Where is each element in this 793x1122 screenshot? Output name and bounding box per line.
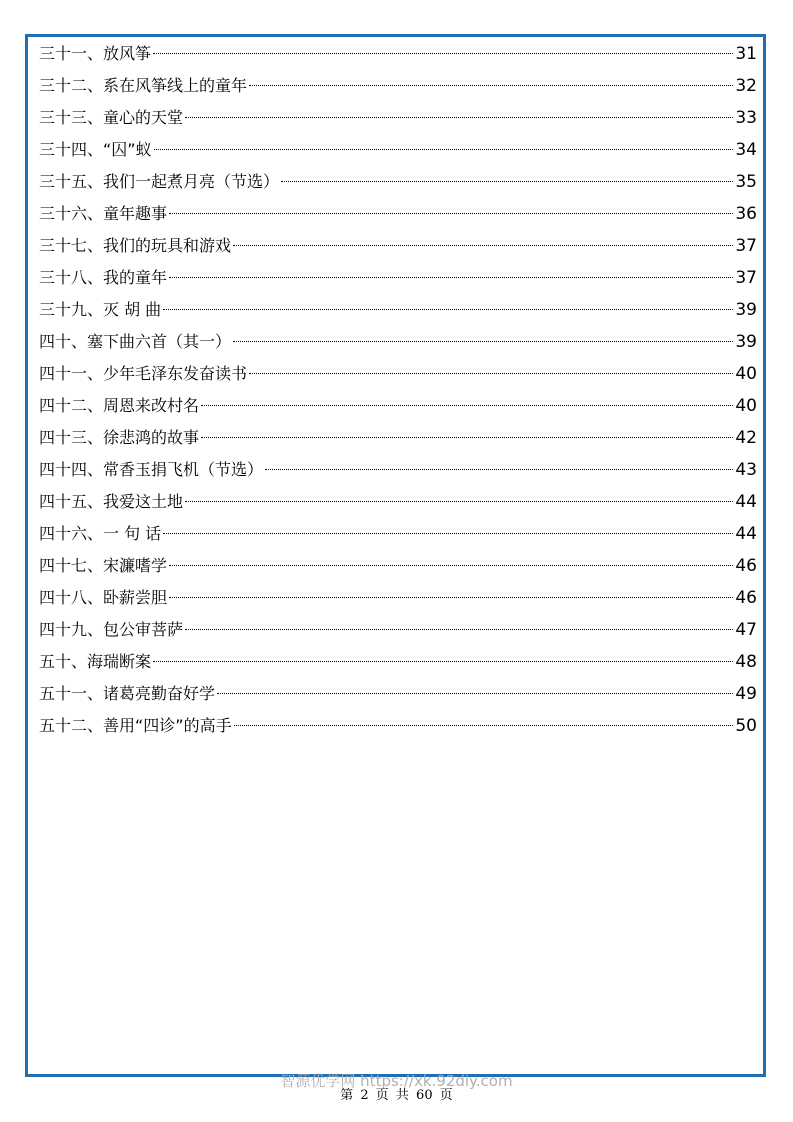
dot-leader bbox=[185, 117, 733, 118]
toc-entry-page-number: 46 bbox=[735, 556, 757, 576]
toc-entry-title: 四十三、徐悲鸿的故事 bbox=[39, 428, 200, 447]
toc-entry[interactable] bbox=[39, 390, 757, 422]
toc-entry-title: 五十二、善用“四诊”的高手 bbox=[39, 716, 232, 735]
dot-leader bbox=[154, 149, 734, 150]
toc-entry[interactable] bbox=[39, 422, 757, 454]
toc-entry-page-number: 44 bbox=[735, 524, 757, 544]
toc-entry[interactable] bbox=[39, 294, 757, 326]
toc-entry[interactable] bbox=[39, 134, 757, 166]
toc-entry-page-number: 40 bbox=[735, 364, 757, 384]
dot-leader bbox=[249, 373, 733, 374]
toc-entry-title: 三十三、童心的天堂 bbox=[39, 108, 184, 127]
dot-leader bbox=[281, 181, 733, 182]
dot-leader bbox=[233, 341, 733, 342]
toc-entry-title: 四十九、包公审菩萨 bbox=[39, 620, 184, 639]
dot-leader bbox=[169, 213, 733, 214]
toc-entry-page-number: 35 bbox=[735, 172, 757, 192]
dot-leader bbox=[153, 661, 733, 662]
toc-entry[interactable] bbox=[39, 486, 757, 518]
toc-entry-page-number: 50 bbox=[735, 716, 757, 736]
dot-leader bbox=[163, 533, 733, 534]
dot-leader bbox=[201, 437, 733, 438]
toc-entry-page-number: 46 bbox=[735, 588, 757, 608]
toc-entry-page-number: 33 bbox=[735, 108, 757, 128]
toc-entry-title: 三十八、我的童年 bbox=[39, 268, 168, 287]
toc-entry-page-number: 42 bbox=[735, 428, 757, 448]
toc-entry-page-number: 34 bbox=[735, 140, 757, 160]
dot-leader bbox=[234, 725, 734, 726]
toc-entry[interactable] bbox=[39, 102, 757, 134]
page-number-footer: 第 2 页 共 60 页 bbox=[340, 1088, 453, 1103]
dot-leader bbox=[169, 597, 733, 598]
dot-leader bbox=[163, 309, 733, 310]
toc-entry[interactable] bbox=[39, 70, 757, 102]
toc-entry-page-number: 40 bbox=[735, 396, 757, 416]
dot-leader bbox=[169, 277, 733, 278]
dot-leader bbox=[201, 405, 733, 406]
watermark: 智源优学网 https://xk.92diy.com bbox=[280, 1072, 513, 1090]
toc-entry[interactable] bbox=[39, 710, 757, 742]
toc-entry-title: 五十一、诸葛亮勤奋好学 bbox=[39, 684, 216, 703]
toc-entry-page-number: 44 bbox=[735, 492, 757, 512]
toc-entry-title: 四十、塞下曲六首（其一） bbox=[39, 332, 232, 351]
toc-entry[interactable] bbox=[39, 518, 757, 550]
dot-leader bbox=[233, 245, 733, 246]
toc-entry-title: 三十一、放风筝 bbox=[39, 44, 152, 63]
toc-entry-title: 四十七、宋濂嗜学 bbox=[39, 556, 168, 575]
toc-entry-title: 四十六、一 句 话 bbox=[39, 524, 162, 543]
dot-leader bbox=[185, 501, 733, 502]
dot-leader bbox=[265, 469, 733, 470]
dot-leader bbox=[169, 565, 733, 566]
toc-entry-title: 三十二、系在风筝线上的童年 bbox=[39, 76, 248, 95]
toc-entry-title: 四十二、周恩来改村名 bbox=[39, 396, 200, 415]
toc-entry-title: 三十九、灭 胡 曲 bbox=[39, 300, 162, 319]
toc-entry-page-number: 39 bbox=[735, 300, 757, 320]
toc-entry-page-number: 32 bbox=[735, 76, 757, 96]
toc-entry-page-number: 37 bbox=[735, 236, 757, 256]
dot-leader bbox=[217, 693, 733, 694]
toc-entry-page-number: 31 bbox=[735, 44, 757, 64]
toc-entry[interactable] bbox=[39, 326, 757, 358]
toc-entry-title: 三十四、“囚”蚁 bbox=[39, 140, 152, 159]
toc-entry[interactable] bbox=[39, 358, 757, 390]
toc-entry-page-number: 36 bbox=[735, 204, 757, 224]
toc-entry-title: 三十六、童年趣事 bbox=[39, 204, 168, 223]
toc-entry[interactable] bbox=[39, 614, 757, 646]
dot-leader bbox=[153, 53, 733, 54]
toc-entry-title: 五十、海瑞断案 bbox=[39, 652, 152, 671]
toc-entry-title: 四十四、常香玉捐飞机（节选） bbox=[39, 460, 264, 479]
toc-entry-page-number: 37 bbox=[735, 268, 757, 288]
toc-entry[interactable] bbox=[39, 678, 757, 710]
toc-entry[interactable] bbox=[39, 166, 757, 198]
toc-entry[interactable] bbox=[39, 262, 757, 294]
dot-leader bbox=[185, 629, 733, 630]
toc-entry-page-number: 43 bbox=[735, 460, 757, 480]
toc-entry-title: 三十七、我们的玩具和游戏 bbox=[39, 236, 232, 255]
toc-entry[interactable] bbox=[39, 550, 757, 582]
toc-entry-page-number: 49 bbox=[735, 684, 757, 704]
toc-entry[interactable] bbox=[39, 582, 757, 614]
toc-entry-page-number: 39 bbox=[735, 332, 757, 352]
toc-entry-title: 四十八、卧薪尝胆 bbox=[39, 588, 168, 607]
toc-entry-page-number: 47 bbox=[735, 620, 757, 640]
table-of-contents bbox=[39, 38, 757, 742]
toc-entry-title: 四十一、少年毛泽东发奋读书 bbox=[39, 364, 248, 383]
dot-leader bbox=[249, 85, 733, 86]
toc-entry[interactable] bbox=[39, 38, 757, 70]
toc-entry-title: 四十五、我爱这土地 bbox=[39, 492, 184, 511]
toc-entry[interactable] bbox=[39, 230, 757, 262]
toc-entry[interactable] bbox=[39, 198, 757, 230]
toc-entry[interactable] bbox=[39, 646, 757, 678]
toc-entry-title: 三十五、我们一起煮月亮（节选） bbox=[39, 172, 280, 191]
toc-entry-page-number: 48 bbox=[735, 652, 757, 672]
toc-entry[interactable] bbox=[39, 454, 757, 486]
